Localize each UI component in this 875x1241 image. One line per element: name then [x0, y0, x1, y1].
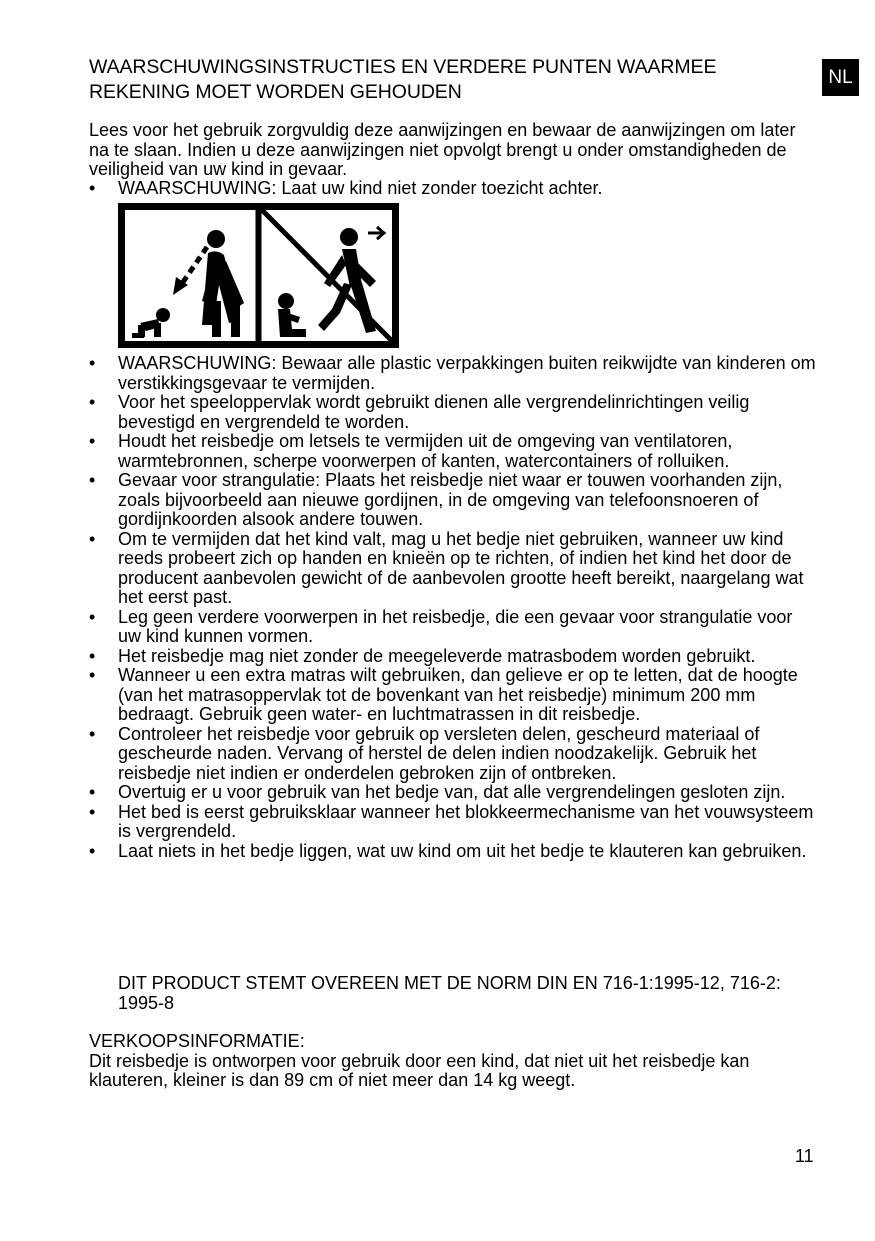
warning-item: • Het reisbedje mag niet zonder de meegeleverde matrasbodem worden gebruikt. — [89, 647, 819, 667]
adult-watching-icon — [202, 230, 244, 337]
warnings-list — [89, 354, 819, 861]
warning-item: • Om te vermijden dat het kind valt, mag u het bedje niet gebruiken, wanneer uw kind reeds probeert zich op handen en knieën op te richten, of indien het kind het door de producent aanbevolen gewicht of de aanbevolen grootte heeft bereikt, naargelang wat het eerst past. — [89, 530, 819, 608]
sitting-baby-icon — [278, 293, 306, 337]
crawling-baby-icon — [132, 308, 170, 338]
warning-item: • Laat niets in het bedje liggen, wat uw kind om uit het bedje te klauteren kan gebruiken. — [89, 842, 819, 862]
warning-item: • Controleer het reisbedje voor gebruik op versleten delen, gescheurd materiaal of gescheurde naden. Vervang of herstel de delen indien noodzakelijk. Gebruik het reisbedje niet indien er onderdelen gebroken zijn of ontbreken. — [89, 725, 819, 784]
sales-heading: VERKOOPSINFORMATIE: — [89, 1031, 305, 1051]
title-line-2: REKENING MOET WORDEN GEHOUDEN — [89, 81, 462, 103]
title-line-1: WAARSCHUWINGSINSTRUCTIES EN VERDERE PUNTEN WAARMEE — [89, 56, 717, 78]
warning-item: • Wanneer u een extra matras wilt gebruiken, dan gelieve er op te letten, dat de hoogte (van het matrasoppervlak tot de bovenkant van het reisbedje) minimum 200 mm bedraagt. Gebruik geen water- en luchtmatrassen in dit reisbedje. — [89, 666, 819, 725]
language-badge: NL — [822, 59, 859, 96]
warning-item-unattended: • WAARSCHUWING: Laat uw kind niet zonder toezicht achter. — [89, 179, 819, 199]
intro-paragraph: Lees voor het gebruik zorgvuldig deze aanwijzingen en bewaar de aanwijzingen om later na te slaan. Indien u deze aanwijzingen niet opvolgt brengt u onder omstandigheden de veiligheid van uw kind in gevaar. — [89, 120, 796, 179]
unattended-child-pictogram — [118, 203, 399, 348]
sales-information — [89, 1032, 819, 1091]
first-warning-list — [89, 179, 819, 199]
sales-text: Dit reisbedje is ontworpen voor gebruik door een kind, dat niet uit het reisbedje kan klauteren, kleiner is dan 89 cm of niet meer dan 14 kg weegt. — [89, 1050, 750, 1090]
warning-item: • Leg geen verdere voorwerpen in het reisbedje, die een gevaar voor strangulatie voor uw kind kunnen vormen. — [89, 608, 819, 647]
page-number: 11 — [795, 1146, 814, 1166]
warning-item: • Houdt het reisbedje om letsels te vermijden uit de omgeving van ventilatoren, warmtebronnen, scherpe voorwerpen of kanten, watercontainers of rolluiken. — [89, 432, 819, 471]
warning-item: • WAARSCHUWING: Bewaar alle plastic verpakkingen buiten reikwijdte van kinderen om verstikkingsgevaar te vermijden. — [89, 354, 819, 393]
warning-item: • Voor het speeloppervlak wordt gebruikt dienen alle vergrendelinrichtingen veilig bevestigd en vergrendeld te worden. — [89, 393, 819, 432]
warning-item: • Gevaar voor strangulatie: Plaats het reisbedje niet waar er touwen voorhanden zijn, zoals bijvoorbeeld aan nieuwe gordijnen, in de omgeving van telefoonsnoeren of gordijnkoorden alsook andere touwen. — [89, 471, 819, 530]
page-title — [89, 55, 809, 105]
warning-item: • Het bed is eerst gebruiksklaar wanneer het blokkeermechanisme van het vouwsysteem is vergrendeld. — [89, 803, 819, 842]
adult-walking-away-icon — [318, 227, 384, 333]
gaze-arrow-icon — [173, 247, 207, 295]
conformity-statement: DIT PRODUCT STEMT OVEREEN MET DE NORM DIN EN 716-1:1995-12, 716-2: 1995-8 — [118, 973, 781, 1013]
warning-item: • Overtuig er u voor gebruik van het bedje van, dat alle vergrendelingen gesloten zijn. — [89, 783, 819, 803]
